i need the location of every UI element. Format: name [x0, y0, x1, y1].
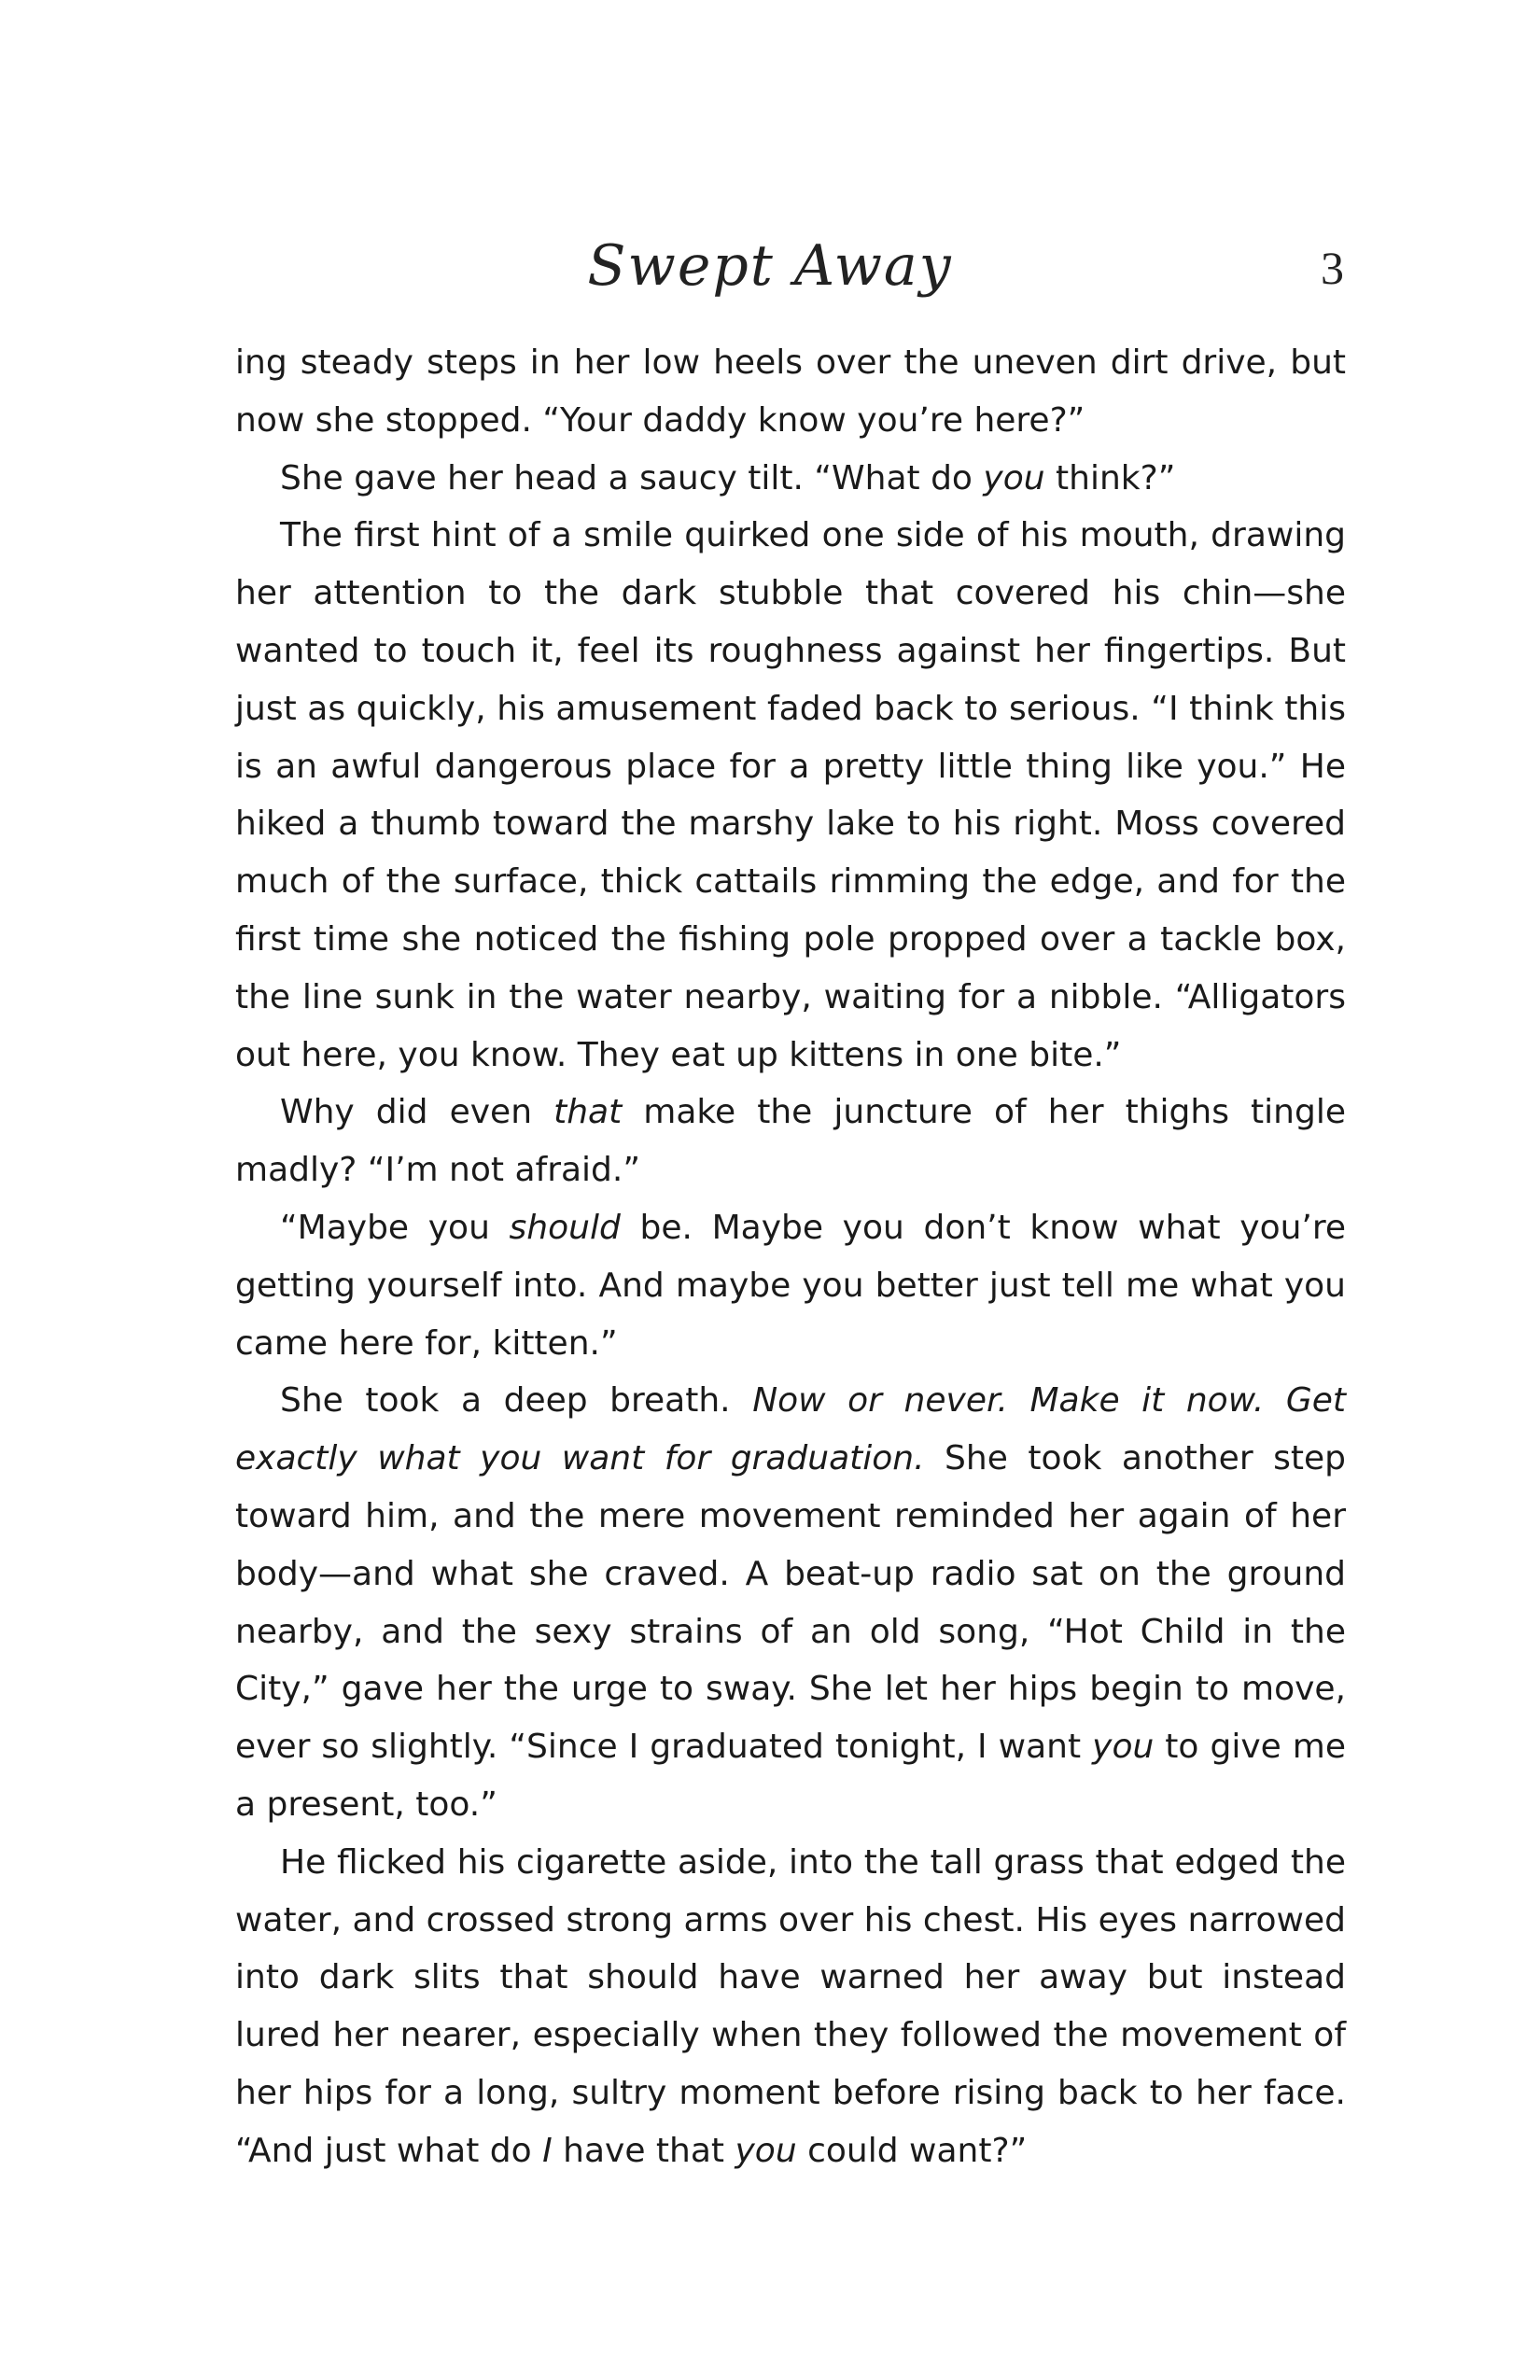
- paragraph: [235, 334, 1346, 450]
- text-run: The first hint of a smile quirked one side of his mouth, drawing her attention to the dark stubble that covered his chin—she wanted to touch it, feel its roughness against her fingertips. But just as quickly, his amusement faded back to serious. “I think this is an awful dangerous place for a pretty little thing like you.” He hiked a thumb toward the marshy lake to his right. Moss covered much of the surface, thick cattails rimming the edge, and for the first time she noticed the fishing pole propped over a tackle box, the line sunk in the water nearby, waiting for a nibble. “Alligators out here, you know. They eat up kittens in one bite.”: [235, 516, 1346, 1074]
- text-run: be. Maybe you don’t know what you’re getting yourself into. And maybe you better just tell me what you came here for, kitten.”: [235, 1208, 1347, 1363]
- text-run: could want?”: [796, 2131, 1028, 2170]
- paragraph: [235, 1834, 1346, 2180]
- italic-text: I: [542, 2131, 553, 2170]
- page-number: 3: [1321, 242, 1344, 294]
- text-run: ing steady steps in her low heels over the uneven dirt drive, but now she stopped. “Your daddy know you’re here?”: [235, 343, 1346, 440]
- text-run: Why did even: [280, 1093, 554, 1132]
- running-head: [0, 224, 1540, 336]
- text-run: have that: [552, 2131, 735, 2170]
- italic-text: that: [553, 1093, 623, 1132]
- text-run: make the juncture of her thighs tingle madly? “I’m not afraid.”: [235, 1093, 1346, 1190]
- italic-text: should: [509, 1208, 621, 1247]
- paragraph: [235, 507, 1346, 1084]
- paragraph: [235, 1084, 1346, 1199]
- book-title: Swept Away: [587, 233, 953, 299]
- paragraph: [235, 1199, 1346, 1372]
- italic-text: you: [1092, 1728, 1155, 1767]
- paragraph: [235, 1372, 1346, 1833]
- text-run: She took another step toward him, and the mere movement reminded her again of her body—and what she craved. A beat-up radio sat on the ground nearby, and the sexy strains of an old song, “Hot Child in the City,” gave her the urge to sway. She let her hips begin to move, ever so slightly. “Since I graduated tonight, I want: [235, 1439, 1346, 1767]
- italic-text: you: [983, 458, 1045, 497]
- paragraph: [235, 450, 1346, 508]
- italic-text: Now or never. Make it now. Get exactly what you want for graduation.: [235, 1381, 1346, 1478]
- italic-text: you: [735, 2131, 797, 2170]
- text-run: to give me a present, too.”: [235, 1728, 1346, 1824]
- text-run: She gave her head a saucy tilt. “What do: [280, 458, 984, 497]
- text-run: He flicked his cigarette aside, into the tall grass that edged the water, and crossed strong arms over his chest. His eyes narrowed into dark slits that should have warned her away but instead lured her nearer, especially when they followed the movement of her hips for a long, sultry moment before rising back to her face. “And just what do: [235, 1842, 1346, 2170]
- text-run: She took a deep breath.: [280, 1381, 753, 1421]
- body-text: [235, 334, 1346, 2180]
- text-run: think?”: [1044, 458, 1176, 497]
- text-run: “Maybe you: [280, 1208, 510, 1247]
